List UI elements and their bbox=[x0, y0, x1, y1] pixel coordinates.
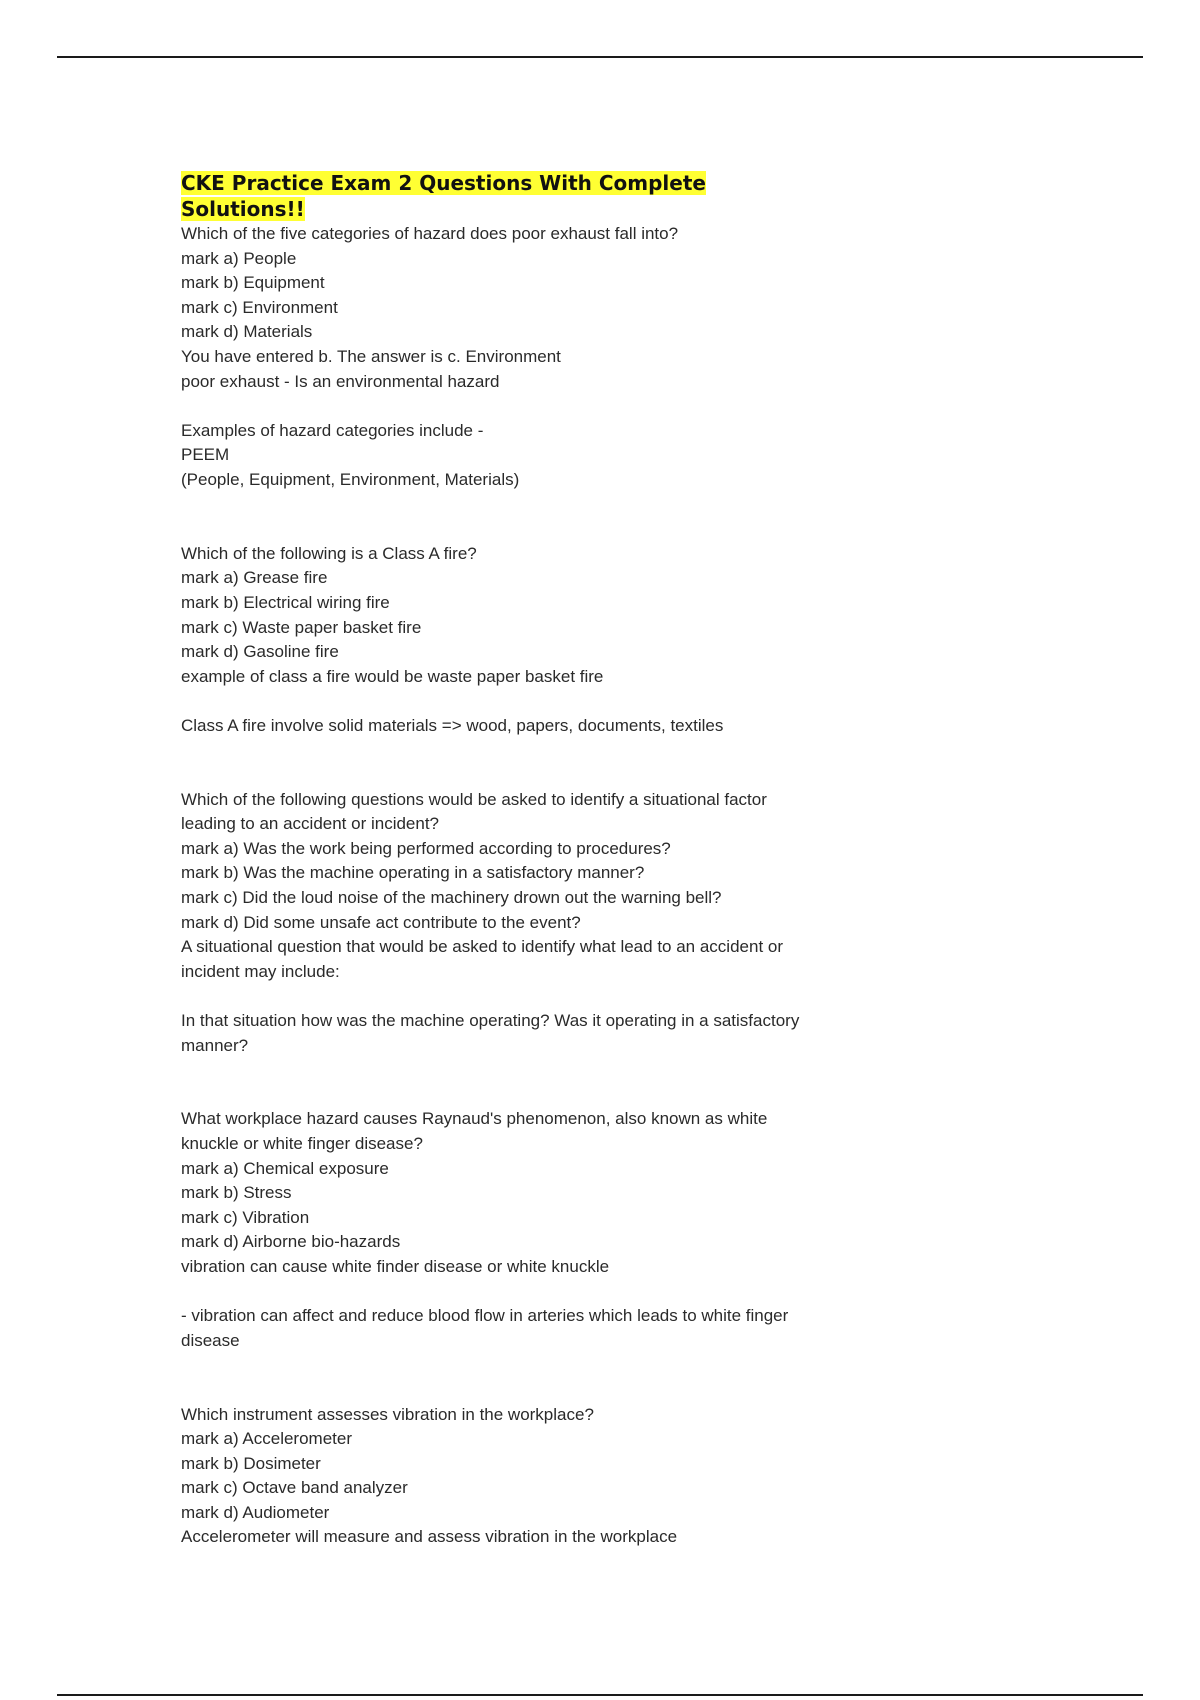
question-gap bbox=[181, 1353, 821, 1402]
question-block-2 bbox=[181, 542, 821, 739]
document-body bbox=[181, 170, 821, 1550]
answer-line: You have entered b. The answer is c. Environment bbox=[181, 346, 561, 366]
blank-line bbox=[181, 1280, 821, 1305]
answer-line: poor exhaust - Is an environmental hazard bbox=[181, 371, 500, 391]
option-d: mark d) Did some unsafe act contribute to the event? bbox=[181, 912, 581, 932]
blank-line bbox=[181, 689, 821, 714]
question-text: Which instrument assesses vibration in the workplace? bbox=[181, 1404, 594, 1424]
option-d: mark d) Audiometer bbox=[181, 1502, 330, 1522]
question-gap bbox=[181, 1058, 821, 1107]
document-title bbox=[181, 170, 821, 222]
option-b: mark b) Stress bbox=[181, 1183, 292, 1203]
question-block-1 bbox=[181, 222, 821, 493]
option-c: mark c) Waste paper basket fire bbox=[181, 617, 422, 637]
option-a: mark a) Accelerometer bbox=[181, 1429, 352, 1449]
question-block-3 bbox=[181, 788, 821, 1059]
note-line: PEEM bbox=[181, 445, 230, 465]
note-line: Examples of hazard categories include - bbox=[181, 420, 484, 440]
note-line: - vibration can affect and reduce blood flow in arteries which leads to white finger disease bbox=[181, 1306, 789, 1350]
option-c: mark c) Environment bbox=[181, 297, 338, 317]
option-c: mark c) Vibration bbox=[181, 1207, 310, 1227]
option-b: mark b) Was the machine operating in a satisfactory manner? bbox=[181, 863, 645, 883]
answer-line: vibration can cause white finder disease or white knuckle bbox=[181, 1256, 610, 1276]
note-line: Class A fire involve solid materials => wood, papers, documents, textiles bbox=[181, 715, 724, 735]
question-gap bbox=[181, 493, 821, 542]
question-gap bbox=[181, 738, 821, 787]
answer-line: example of class a fire would be waste paper basket fire bbox=[181, 666, 604, 686]
option-d: mark d) Materials bbox=[181, 322, 313, 342]
option-a: mark a) Chemical exposure bbox=[181, 1158, 389, 1178]
title-highlight: CKE Practice Exam 2 Questions With Complete Solutions!! bbox=[181, 171, 706, 221]
question-block-4 bbox=[181, 1107, 821, 1353]
option-d: mark d) Airborne bio-hazards bbox=[181, 1232, 401, 1252]
option-c: mark c) Octave band analyzer bbox=[181, 1478, 408, 1498]
answer-line: Accelerometer will measure and assess vibration in the workplace bbox=[181, 1527, 678, 1547]
question-block-5 bbox=[181, 1403, 821, 1551]
footer-rule bbox=[57, 1694, 1143, 1696]
option-a: mark a) People bbox=[181, 248, 297, 268]
question-text: Which of the following is a Class A fire? bbox=[181, 543, 477, 563]
option-a: mark a) Was the work being performed according to procedures? bbox=[181, 838, 671, 858]
option-b: mark b) Equipment bbox=[181, 273, 325, 293]
question-text: Which of the five categories of hazard does poor exhaust fall into? bbox=[181, 224, 679, 243]
note-line: (People, Equipment, Environment, Materials) bbox=[181, 469, 520, 489]
option-d: mark d) Gasoline fire bbox=[181, 642, 339, 662]
option-c: mark c) Did the loud noise of the machinery drown out the warning bell? bbox=[181, 888, 722, 908]
blank-line bbox=[181, 394, 821, 419]
option-b: mark b) Electrical wiring fire bbox=[181, 592, 390, 612]
note-line: In that situation how was the machine operating? Was it operating in a satisfactory manner? bbox=[181, 1011, 800, 1055]
option-b: mark b) Dosimeter bbox=[181, 1453, 321, 1473]
header-rule bbox=[57, 56, 1143, 58]
answer-line: A situational question that would be asked to identify what lead to an accident or incident may include: bbox=[181, 937, 784, 981]
option-a: mark a) Grease fire bbox=[181, 568, 328, 588]
blank-line bbox=[181, 984, 821, 1009]
question-text: Which of the following questions would be asked to identify a situational factor leading to an accident or incident? bbox=[181, 789, 767, 834]
question-text: What workplace hazard causes Raynaud's phenomenon, also known as white knuckle or white finger disease? bbox=[181, 1109, 768, 1153]
